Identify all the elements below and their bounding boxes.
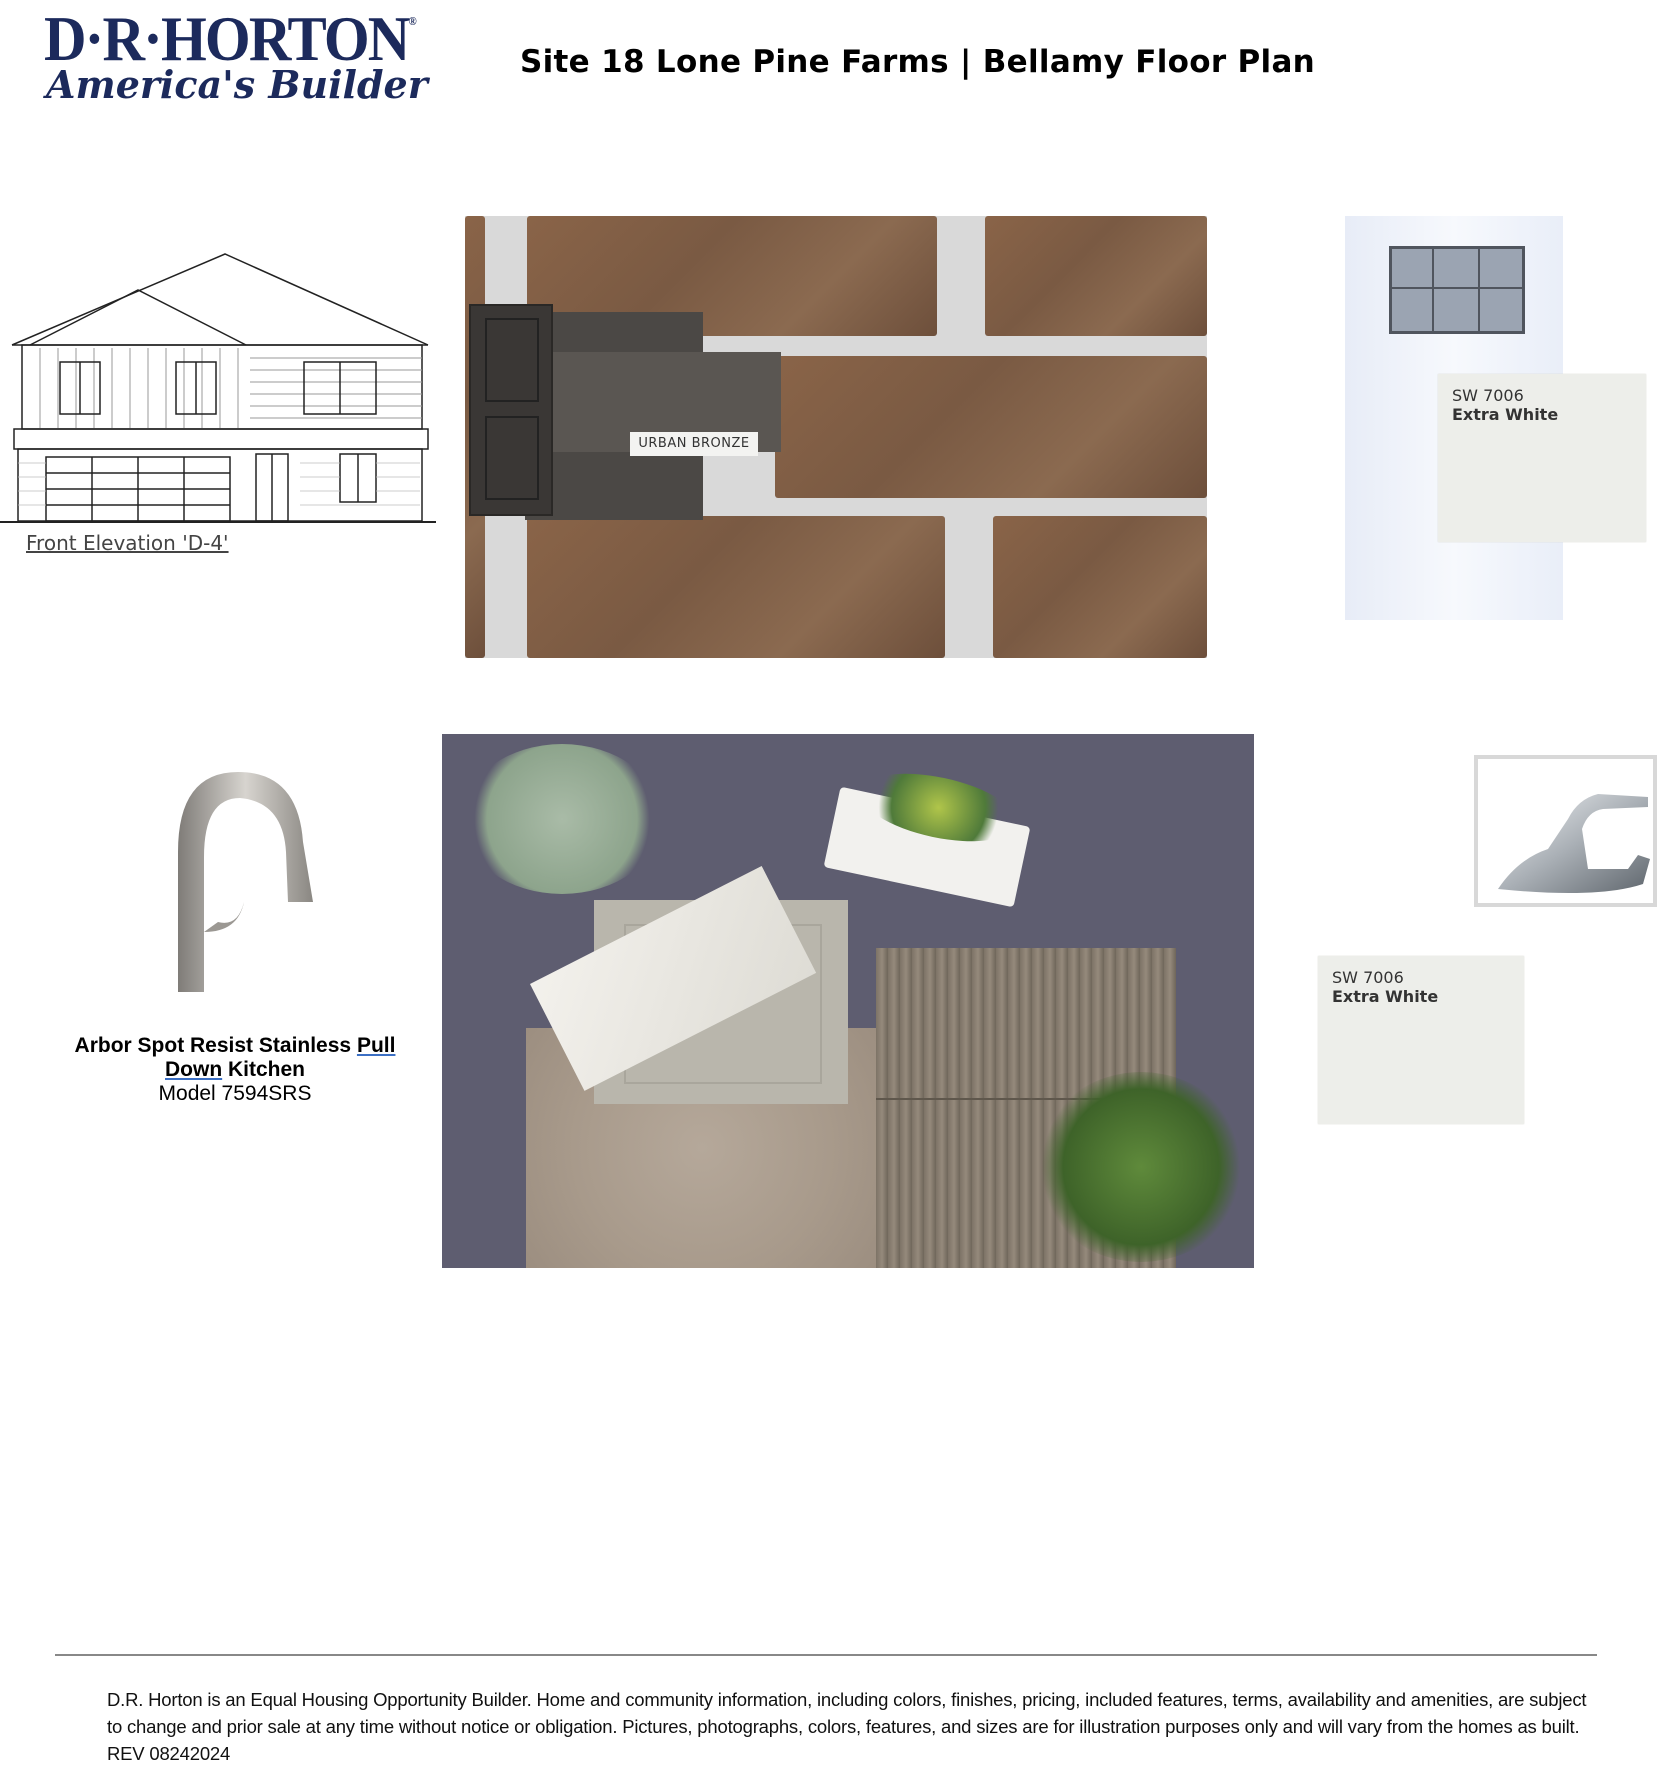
caption-underlined-text: Pull	[356, 1034, 396, 1057]
kitchen-faucet-icon	[158, 762, 328, 998]
brick	[993, 516, 1207, 658]
page-title: Site 18 Lone Pine Farms | Bellamy Floor Plan	[520, 44, 1316, 80]
boxwood-plant	[1036, 1072, 1246, 1262]
brick	[985, 216, 1207, 336]
caption-text: Kitchen	[222, 1058, 305, 1081]
logo-tagline: America's Builder	[46, 62, 428, 107]
swatch-name: Extra White	[1452, 405, 1559, 424]
interior-paint-swatch	[1318, 956, 1524, 1124]
brick	[527, 516, 945, 658]
swatch-code: SW 7006	[1452, 386, 1524, 405]
front-elevation-drawing	[0, 248, 440, 558]
legal-disclaimer: D.R. Horton is an Equal Housing Opportunity Builder. Home and community information, including colors, finishes, pricing, included features, terms, availability and amenities, are subject to change and prior sale at any time without notice or obligation. Pictures, photographs, colors, features, and sizes are for illustration purposes only and will vary from the homes as built. REV 08242024	[107, 1689, 1587, 1764]
bathroom-faucet-icon	[1478, 759, 1653, 903]
logo-registered-mark: ®	[408, 14, 415, 28]
shutter-sample	[469, 304, 553, 516]
door-glass-insert	[1389, 246, 1525, 334]
logo-wordmark: D·R·HORTON	[44, 3, 409, 74]
trim-color-label: URBAN BRONZE	[630, 432, 758, 456]
elevation-caption: Front Elevation 'D-4'	[26, 531, 229, 555]
swatch-name: Extra White	[1332, 987, 1439, 1006]
house-elevation-illustration	[0, 248, 440, 528]
interior-finishes-photo	[442, 734, 1254, 1268]
footer-divider	[55, 1654, 1597, 1656]
dr-horton-logo	[44, 0, 428, 115]
bathroom-faucet-image	[1474, 755, 1657, 907]
kitchen-faucet-caption	[40, 1034, 430, 1106]
swatch-code: SW 7006	[1332, 968, 1404, 987]
lambs-ear-plant	[462, 744, 662, 894]
brick	[775, 356, 1207, 498]
kitchen-faucet-image	[158, 762, 328, 998]
caption-underlined-text: Down	[165, 1058, 223, 1081]
caption-text: Arbor Spot Resist Stainless	[74, 1034, 357, 1057]
brick-trim-sample-photo	[465, 216, 1207, 658]
succulent-planter	[824, 787, 1031, 908]
door-paint-swatch	[1438, 374, 1646, 542]
faucet-model-number: Model 7594SRS	[158, 1082, 312, 1105]
